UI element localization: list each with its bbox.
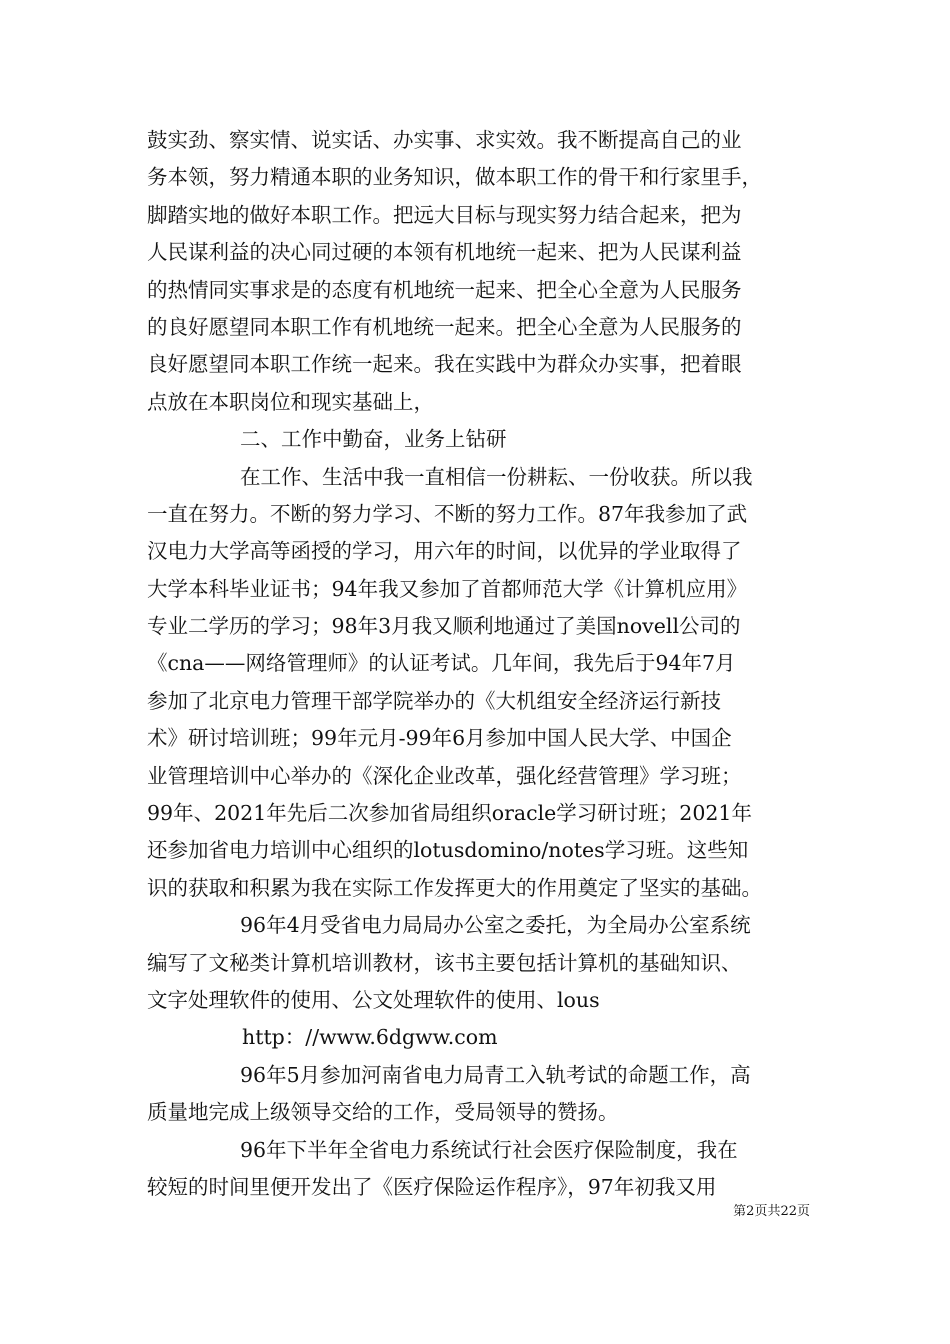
text-line: 文字处理软件的使用、公文处理软件的使用、lous [147, 987, 600, 1012]
text-line: 96年下半年全省电力系统试行社会医疗保险制度，我在 [240, 1137, 738, 1162]
text-line: 较短的时间里便开发出了《医疗保险运作程序》，97年初我又用 [147, 1174, 717, 1199]
text-line: 鼓实劲、察实情、说实话、办实事、求实效。我不断提高自己的业 [147, 128, 742, 152]
text-line: 业管理培训中心举办的《深化企业改革，强化经营管理》学习班； [147, 763, 742, 788]
text-line: 还参加省电力培训中心组织的lotusdomino/notes学习班。这些知 [147, 838, 749, 863]
text-line: 质量地完成上级领导交给的工作，受局领导的赞扬。 [147, 1100, 619, 1125]
text-line: 大学本科毕业证书；94年我又参加了首都师范大学《计算机应用》 [147, 576, 748, 601]
text-line: 识的获取和积累为我在实际工作发挥更大的作用奠定了坚实的基础。 [147, 875, 762, 900]
text-line: 96年4月受省电力局局办公室之委托，为全局办公室系统 [240, 913, 751, 938]
text-line: 的热情同实事求是的态度有机地统一起来、把全心全意为人民服务 [147, 277, 742, 302]
text-line: 务本领，努力精通本职的业务知识，做本职工作的骨干和行家里手， [147, 165, 762, 190]
url-text: http：//www.6dgww.com [242, 1025, 498, 1050]
text-line: 的良好愿望同本职工作有机地统一起来。把全心全意为人民服务的 [147, 314, 742, 339]
text-line: 《cna——网络管理师》的认证考试。几年间，我先后于94年7月 [147, 651, 736, 676]
text-line: 人民谋利益的决心同过硬的本领有机地统一起来、把为人民谋利益 [147, 240, 742, 265]
text-line: 汉电力大学高等函授的学习，用六年的时间，以优异的学业取得了 [147, 539, 742, 564]
text-line: 良好愿望同本职工作统一起来。我在实践中为群众办实事，把着眼 [147, 352, 742, 377]
text-line: 脚踏实地的做好本职工作。把远大目标与现实努力结合起来，把为 [147, 202, 742, 227]
text-line: 在工作、生活中我一直相信一份耕耘、一份收获。所以我 [240, 464, 753, 489]
text-line: 参加了北京电力管理干部学院举办的《大机组安全经济运行新技 [147, 688, 721, 713]
section-heading: 二、工作中勤奋，业务上钻研 [240, 427, 507, 452]
text-line: 点放在本职岗位和现实基础上， [147, 389, 434, 414]
text-line: 专业二学历的学习；98年3月我又顺利地通过了美国novell公司的 [147, 614, 741, 639]
page-number-footer: 第2页共22页 [733, 1204, 810, 1219]
text-line: 一直在努力。不断的努力学习、不断的努力工作。87年我参加了武 [147, 501, 748, 526]
text-line: 96年5月参加河南省电力局青工入轨考试的命题工作，高 [240, 1062, 751, 1087]
text-line: 99年、2021年先后二次参加省局组织oracle学习研讨班；2021年 [147, 801, 752, 826]
text-line: 术》研讨培训班；99年元月-99年6月参加中国人民大学、中国企 [147, 726, 732, 751]
text-line: 编写了文秘类计算机培训教材，该书主要包括计算机的基础知识、 [147, 950, 742, 975]
body-text [147, 122, 807, 1206]
